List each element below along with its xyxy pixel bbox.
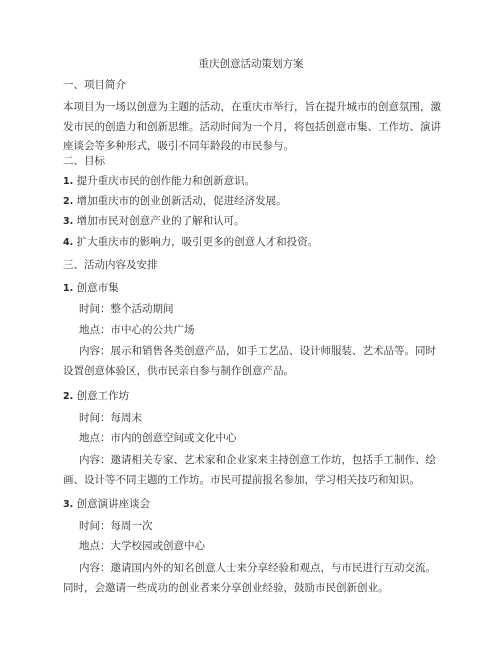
activity-number: 1.: [63, 283, 74, 294]
activity-title: [63, 389, 129, 404]
activity-time: 时间：整个活动期间: [79, 303, 174, 315]
activity-content: 内容：邀请相关专家、艺术家和企业家来主持创意工作坊，包括手工制作、绘画、设计等不同主题的工作坊。市民可提前报名参加，学习相关技巧和知识。: [63, 454, 436, 486]
activity-number: 3.: [63, 499, 74, 510]
goal-item: [63, 235, 318, 250]
goal-number: 3.: [63, 216, 74, 227]
goal-text: 提升重庆市民的创作能力和创新意识。: [76, 175, 256, 187]
activity-place: 地点：大学校园或创意中心: [79, 540, 205, 552]
activity-name: 创意演讲座谈会: [76, 498, 151, 510]
activity-title: [63, 497, 150, 512]
goal-item: [63, 194, 287, 209]
section-heading-activities: 三、活动内容及安排: [63, 259, 158, 271]
goal-text: 增加市民对创意产业的了解和认可。: [76, 215, 245, 227]
activity-place: 地点：市内的创意空间或文化中心: [79, 432, 237, 444]
activity-title: [63, 281, 119, 296]
goal-item: [63, 214, 245, 229]
document-title: 重庆创意活动策划方案: [198, 58, 304, 70]
section-heading-intro: 一、项目简介: [63, 79, 126, 91]
activity-time: 时间：每周一次: [79, 520, 153, 532]
section-heading-goals: 二、目标: [63, 155, 105, 167]
activity-name: 创意工作坊: [76, 390, 130, 402]
goal-number: 2.: [63, 196, 74, 207]
goal-item: [63, 174, 255, 189]
activity-content: 内容：邀请国内外的知名创意人士来分享经验和观点，与市民进行互动交流。同时，会邀请一些成功的创业者来分享创业经验，鼓励市民创新创业。: [63, 562, 436, 594]
goal-text: 增加重庆市的创业创新活动，促进经济发展。: [76, 195, 287, 207]
intro-paragraph: 本项目为一场以创意为主题的活动，在重庆市举行，旨在提升城市的创意氛围，激发市民的创造力和创新思维。活动时间为一个月，将包括创意市集、工作坊、演讲座谈会等多种形式，吸引不同年龄段的市民参与。: [63, 101, 441, 152]
activity-name: 创意市集: [76, 282, 119, 294]
goal-number: 4.: [63, 237, 74, 248]
goal-number: 1.: [63, 176, 74, 187]
activity-content: 内容：展示和销售各类创意产品，如手工艺品、设计师服装、艺术品等。同时设置创意体验区，供市民亲自参与制作创意产品。: [63, 345, 436, 377]
activity-time: 时间：每周末: [79, 412, 142, 424]
goal-text: 扩大重庆市的影响力，吸引更多的创意人才和投资。: [76, 236, 319, 248]
activity-number: 2.: [63, 391, 74, 402]
activity-place: 地点：市中心的公共广场: [79, 324, 195, 336]
